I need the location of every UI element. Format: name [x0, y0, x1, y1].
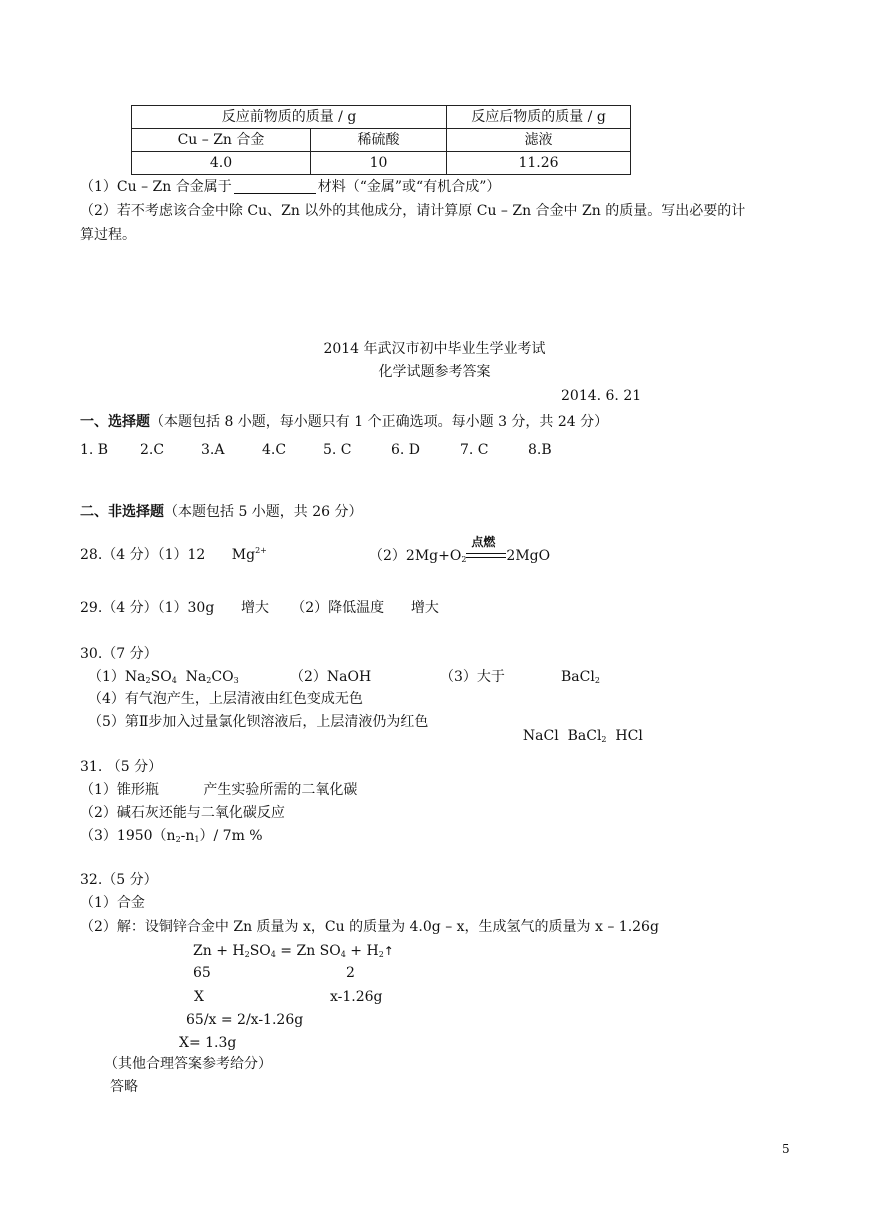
section-2-title: 二、非选择题 [80, 504, 164, 520]
q30-part-3-formula: BaCl$_2$ [561, 669, 600, 685]
q32-unknown-h2: x-1.26g [330, 989, 383, 1005]
table-subheader-acid: 稀硫酸 [311, 129, 447, 152]
q32-part-2: （2）解：设铜锌合金中 Zn 质量为 x，Cu 的质量为 4.0g – x，生成氢气的质量为 x – 1.26g [80, 919, 659, 935]
mc-answer-8: 8.B [528, 442, 552, 458]
q32-part-1: （1）合金 [80, 895, 145, 911]
question-1-prefix: （1）Cu – Zn 合金属于 [80, 179, 232, 195]
q32-ratio: 65/x = 2/x-1.26g [186, 1012, 304, 1028]
page-number: 5 [782, 1142, 790, 1156]
gas-arrow-icon: ↑ [383, 944, 394, 958]
question-2-line-2: 算过程。 [80, 227, 136, 243]
question-2-line-1: （2）若不考虑该合金中除 Cu、Zn 以外的其他成分，请计算原 Cu – Zn 合金中 Zn 的质量。写出必要的计 [80, 203, 746, 219]
question-1 [80, 180, 500, 194]
section-2-desc: （本题包括 5 小题，共 26 分） [164, 504, 363, 520]
q32-result: X= 1.3g [179, 1035, 237, 1051]
q28-o2-sub: 2 [461, 555, 467, 564]
q31-part-2: （2）碱石灰还能与二氧化碳反应 [80, 805, 285, 821]
mc-answer-6: 6. D [391, 442, 421, 458]
q31-3-suffix: ）/ 7m % [199, 828, 263, 844]
q28-ion-symbol: Mg [231, 547, 256, 563]
reaction-condition-sign [466, 535, 506, 562]
q32-omit: 答略 [110, 1079, 138, 1095]
table-cell-alloy-mass: 4.0 [132, 152, 311, 175]
table-header-after: 反应后物质的质量 / g [447, 106, 631, 129]
answers-date: 2014. 6. 21 [561, 388, 642, 404]
mc-answer-4: 4.C [262, 442, 287, 458]
q30-part-2: （2）NaOH [290, 669, 372, 685]
table-subheader-alloy: Cu – Zn 合金 [132, 129, 311, 152]
mc-answer-5: 5. C [323, 442, 352, 458]
mass-data-table [131, 105, 631, 175]
q28-ion [232, 547, 267, 563]
reaction-condition-label: 点燃 [471, 535, 496, 549]
table-header-before: 反应前物质的质量 / g [132, 106, 447, 129]
q30-part-1: $(1)Na_2SO_4$ $Na_2CO_3$ [88, 669, 239, 685]
q28-equation [369, 535, 551, 564]
table-cell-acid-mass: 10 [311, 152, 447, 175]
q32-other-note: （其他合理答案参考给分） [104, 1056, 272, 1072]
q30-part-4: （4）有气泡产生，上层清液由红色变成无色 [88, 691, 363, 707]
answer-blank [234, 180, 316, 194]
q32-eq-start: Zn + H [193, 943, 245, 959]
question-1-suffix: 材料（“金属”或“有机合成”） [317, 179, 501, 195]
q30-1-na: （1）Na [88, 669, 146, 685]
mc-answer-3: 3.A [201, 442, 225, 458]
q32-heading: 32.（5 分） [80, 872, 158, 888]
q31-part-3: $(3)1950(n_2-n_1)/$ 7m % [80, 828, 263, 844]
q30-part-5: （5）第Ⅱ步加入过量氯化钡溶液后，上层清液仍为红色 [88, 714, 429, 730]
q31-part-1: （1）锥形瓶 产生实验所需的二氧化碳 [80, 782, 358, 798]
q28-reactants: （2）2Mg+O [369, 548, 462, 564]
q28-a-text: 28.（4 分）（1）12 [80, 547, 206, 563]
section-1-heading [80, 415, 608, 429]
section-1-desc: （本题包括 8 小题，每小题只有 1 个正确选项。每小题 3 分，共 24 分） [150, 414, 609, 430]
q28-product: 2MgO [506, 548, 551, 564]
q32-mass-65: 65 [193, 965, 211, 981]
q30-part-3: （3）大于 [440, 669, 505, 685]
q30-heading: 30.（7 分） [80, 646, 158, 662]
q32-mass-2: 2 [346, 965, 355, 981]
mc-answer-7: 7. C [460, 442, 489, 458]
table-cell-filtrate-mass: 11.26 [447, 152, 631, 175]
q28-part-1 [80, 548, 267, 562]
q32-equation: $Zn + H_2SO_4 = Zn$ $SO_4$ + $H_2↑$ [193, 943, 394, 959]
q31-heading: 31. （5 分） [80, 759, 163, 775]
answers-title: 2014 年武汉市初中毕业生学业考试 [323, 341, 546, 357]
section-2-heading [80, 505, 363, 519]
q31-3-prefix: （3）1950（n [80, 828, 176, 844]
section-1-title: 一、选择题 [80, 414, 150, 430]
q32-unknown-x: X [194, 989, 204, 1005]
q30-part-5-ions: NaCl BaCl$_2$ HCl [522, 728, 643, 744]
q28-ion-charge: 2+ [255, 546, 267, 555]
mc-answer-2: 2.C [140, 442, 165, 458]
answers-subtitle: 化学试题参考答案 [378, 364, 491, 380]
table-subheader-filtrate: 滤液 [447, 129, 631, 152]
q30-5-ions-text: NaCl BaCl [522, 728, 602, 744]
q30-5-hcl: HCl [615, 728, 643, 744]
mc-answer-1: 1. B [80, 442, 109, 458]
q29-answer: 29.（4 分）（1）30g 增大 （2）降低温度 增大 [80, 600, 439, 616]
